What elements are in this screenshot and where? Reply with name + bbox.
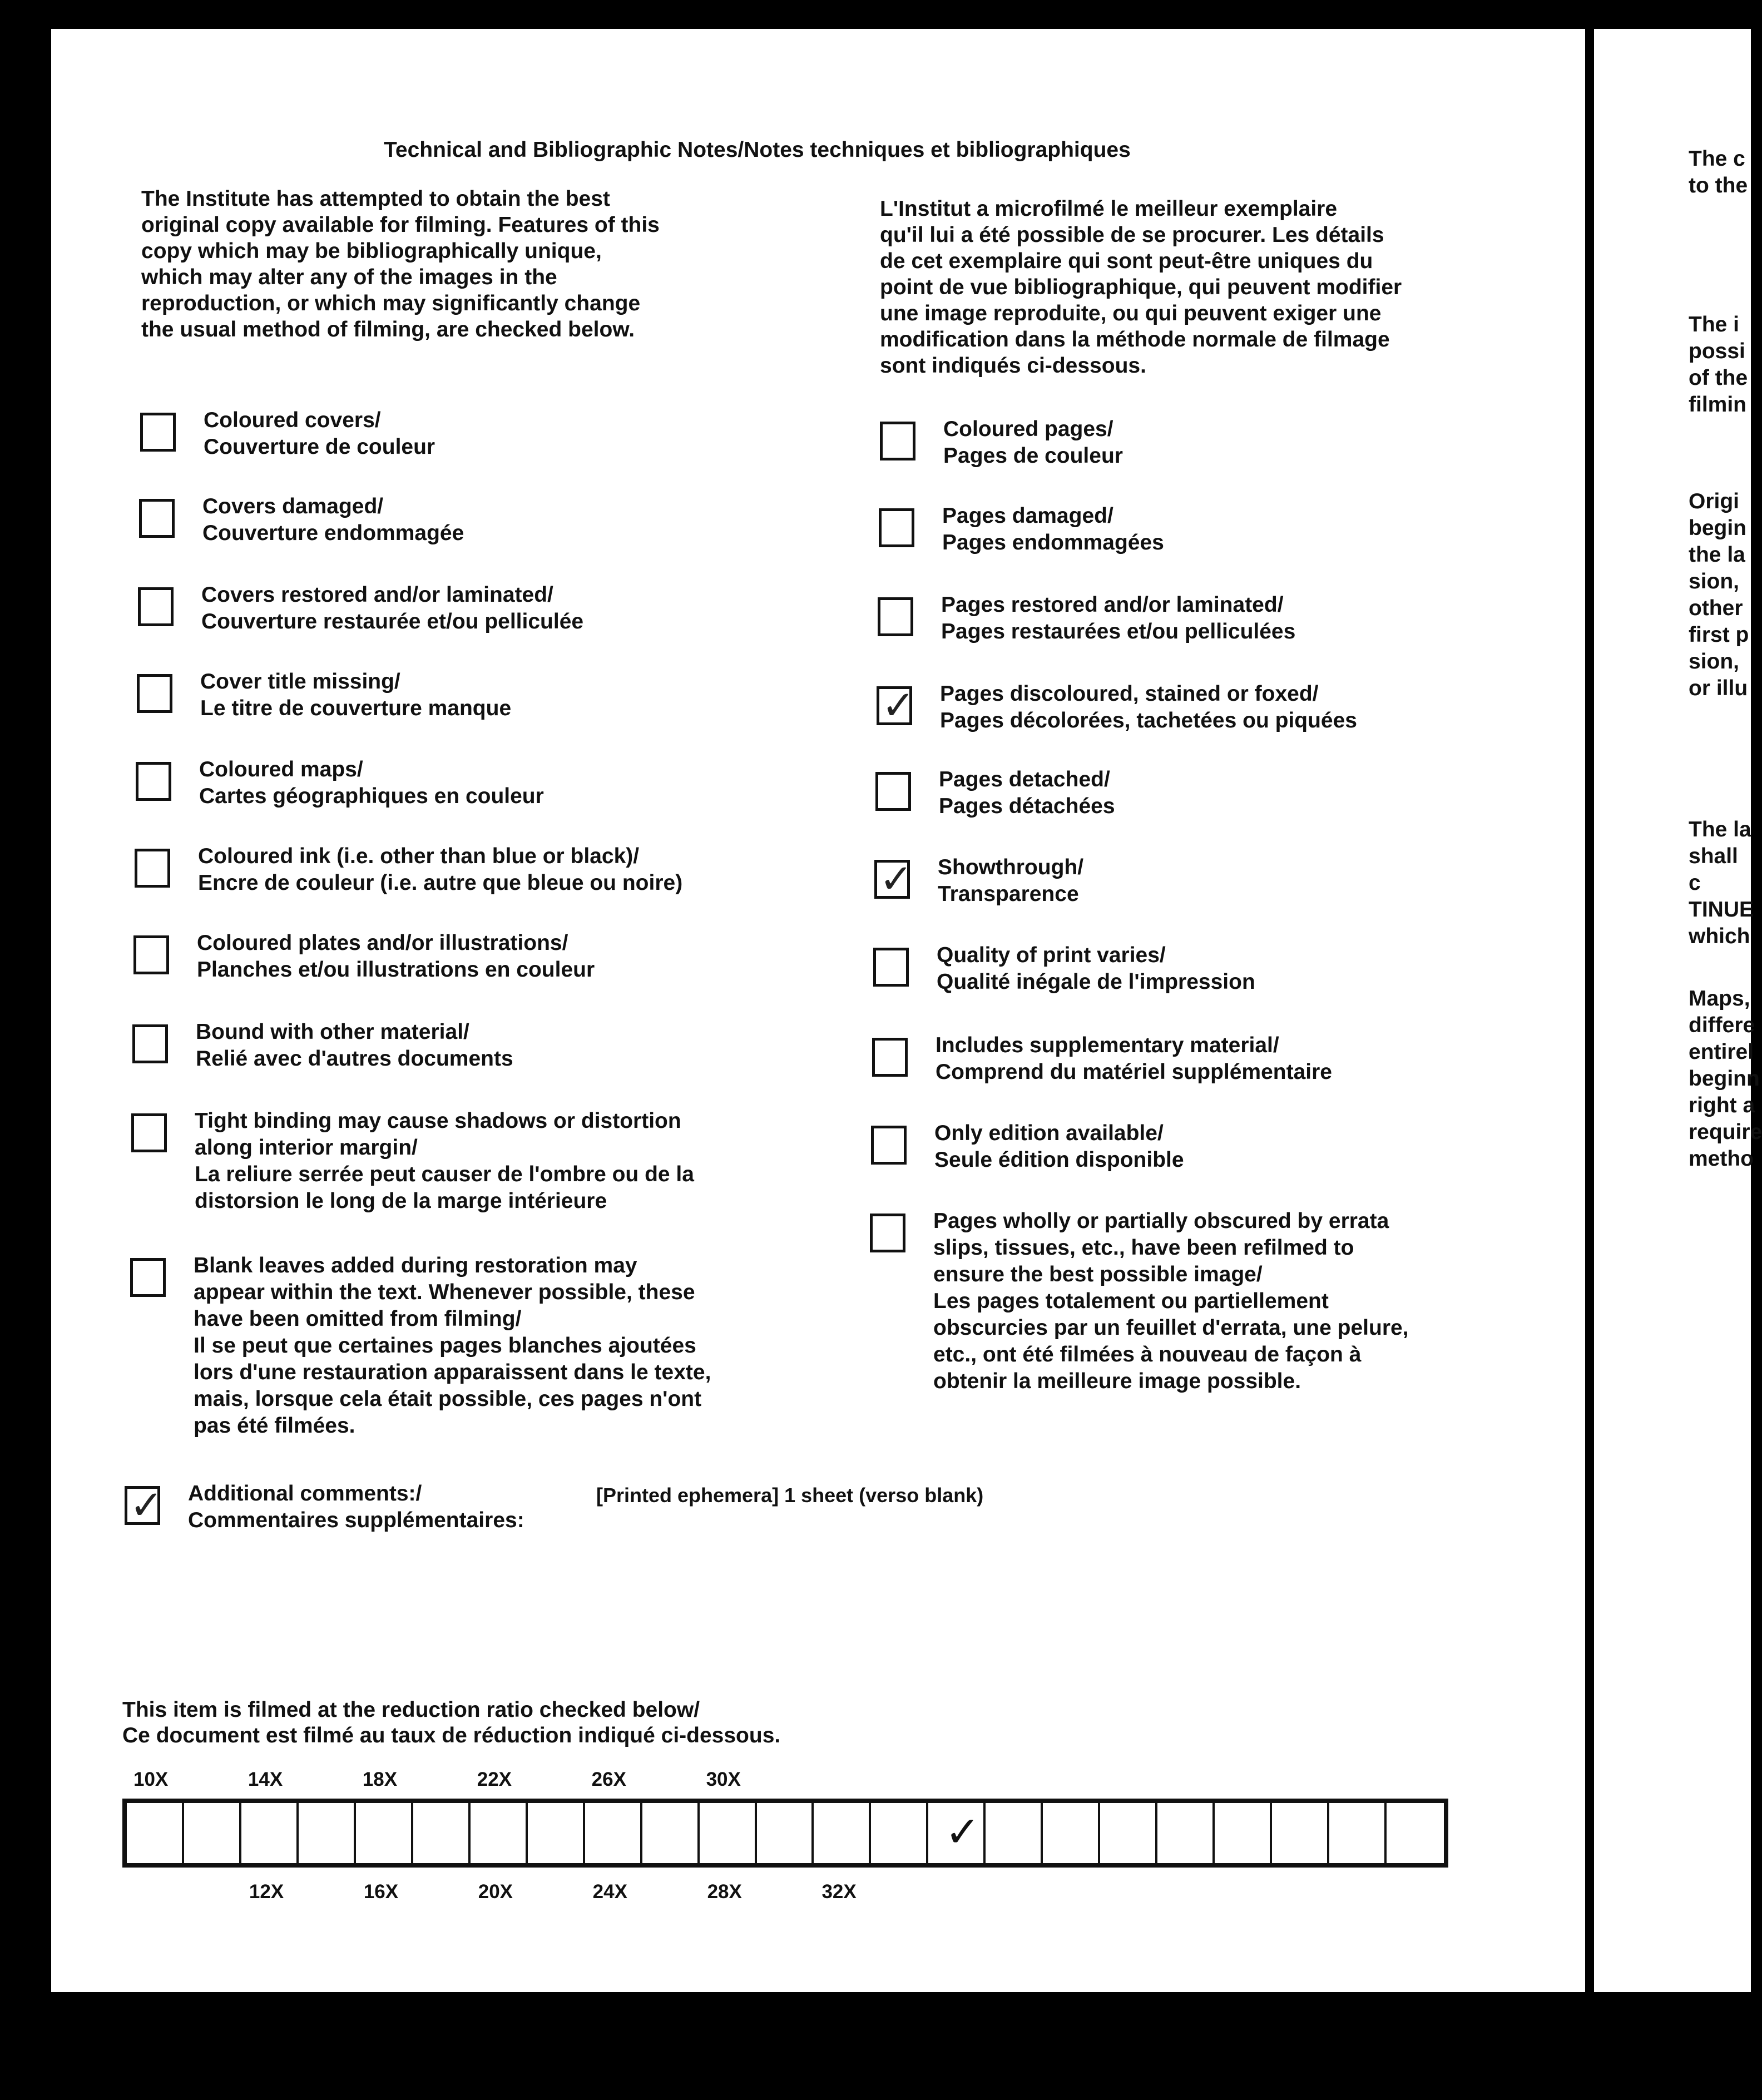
ratio-label: 18X bbox=[362, 1769, 398, 1790]
intro-english: The Institute has attempted to obtain the best original copy available for filming. Features of this copy which may be bibliographically unique, which may alter any of the images in the reproduction, or which may significantly change the usual method of filming, are checked below. bbox=[141, 187, 660, 341]
right-checklist-checkbox[interactable] bbox=[873, 948, 909, 987]
ratio-cell[interactable] bbox=[700, 1803, 757, 1863]
left-checklist-checkbox[interactable] bbox=[137, 674, 172, 713]
ratio-cell[interactable] bbox=[356, 1803, 413, 1863]
left-checklist-label: Coloured covers/ Couverture de couleur bbox=[204, 408, 435, 459]
left-checklist-checkbox[interactable] bbox=[132, 1024, 168, 1063]
reduction-note: This item is filmed at the reduction ratio checked below/ Ce document est filmé au taux de réduction indiqué ci-dessous. bbox=[122, 1698, 781, 1747]
ratio-cell[interactable] bbox=[1387, 1803, 1444, 1863]
left-checklist-label: Tight binding may cause shadows or distortion along interior margin/ La reliure serrée peut causer de l'ombre ou de la distorsion le long de la marge intérieure bbox=[195, 1109, 694, 1213]
right-checklist-label: Pages restored and/or laminated/ Pages restaurées et/ou pelliculées bbox=[941, 593, 1296, 643]
check-icon: ✓ bbox=[130, 1483, 164, 1528]
adjacent-page-paragraph: Maps, differe entirel beginn right a require metho bbox=[1689, 987, 1762, 1171]
ratio-label: 30X bbox=[706, 1769, 741, 1790]
check-icon: ✓ bbox=[882, 684, 915, 728]
ratio-cell[interactable] bbox=[585, 1803, 642, 1863]
left-checklist-label: Coloured plates and/or illustrations/ Planches et/ou illustrations en couleur bbox=[197, 931, 595, 982]
ratio-cell[interactable] bbox=[241, 1803, 299, 1863]
page-title: Technical and Bibliographic Notes/Notes techniques et bibliographiques bbox=[384, 138, 1131, 162]
right-checklist-checkbox[interactable] bbox=[877, 684, 915, 728]
left-checklist-checkbox[interactable] bbox=[139, 499, 175, 538]
right-checklist-checkbox[interactable] bbox=[879, 508, 914, 547]
adjacent-page-paragraph: Origi begin the la sion, other first p sion, or illu bbox=[1689, 489, 1749, 700]
ratio-cell[interactable] bbox=[184, 1803, 241, 1863]
check-icon: ✓ bbox=[944, 1809, 981, 1856]
ratio-cell[interactable] bbox=[299, 1803, 356, 1863]
intro-french: L'Institut a microfilmé le meilleur exemplaire qu'il lui a été possible de se procurer. Les détails de cet exemplaire qui sont peut-être uniques du point de vue bibliographique, qui peuvent modifier une image reproduite, ou qui peuvent exiger une modification dans la méthode normale de filmage sont indiqués ci-dessous. bbox=[880, 197, 1402, 378]
ratio-cell[interactable] bbox=[1329, 1803, 1387, 1863]
ratio-cell[interactable] bbox=[814, 1803, 871, 1863]
ratio-cell[interactable] bbox=[127, 1803, 184, 1863]
left-checklist-checkbox[interactable] bbox=[130, 1258, 166, 1297]
ratio-cell[interactable] bbox=[528, 1803, 585, 1863]
ratio-cell[interactable] bbox=[1272, 1803, 1329, 1863]
left-checklist-label: Coloured maps/ Cartes géographiques en couleur bbox=[199, 757, 544, 808]
left-checklist-label: Covers restored and/or laminated/ Couverture restaurée et/ou pelliculée bbox=[201, 583, 584, 633]
right-checklist-label: Only edition available/ Seule édition disponible bbox=[934, 1121, 1184, 1172]
ratio-label: 14X bbox=[248, 1769, 283, 1790]
left-checklist-label: Bound with other material/ Relié avec d'autres documents bbox=[196, 1020, 513, 1071]
ratio-label: 32X bbox=[821, 1881, 857, 1903]
ratio-cell[interactable] bbox=[757, 1803, 814, 1863]
ratio-label: 22X bbox=[477, 1769, 512, 1790]
right-checklist-label: Pages discoloured, stained or foxed/ Pages décolorées, tachetées ou piquées bbox=[940, 682, 1357, 732]
check-icon: ✓ bbox=[879, 857, 913, 902]
right-checklist-checkbox[interactable] bbox=[878, 597, 913, 636]
comments-value: [Printed ephemera] 1 sheet (verso blank) bbox=[596, 1484, 984, 1507]
right-checklist-checkbox[interactable] bbox=[875, 772, 911, 811]
ratio-cell[interactable] bbox=[1157, 1803, 1215, 1863]
ratio-cell[interactable] bbox=[1043, 1803, 1100, 1863]
ratio-cell[interactable] bbox=[471, 1803, 528, 1863]
ratio-cell[interactable] bbox=[1100, 1803, 1157, 1863]
notes-page bbox=[51, 29, 1585, 1992]
comments-checkbox[interactable] bbox=[125, 1483, 164, 1528]
left-checklist-checkbox[interactable] bbox=[138, 587, 174, 626]
right-checklist-checkbox[interactable] bbox=[870, 1214, 905, 1252]
right-checklist-label: Pages detached/ Pages détachées bbox=[939, 767, 1115, 818]
ratio-cell[interactable] bbox=[1215, 1803, 1272, 1863]
ratio-cell[interactable] bbox=[928, 1803, 986, 1863]
left-checklist-label: Cover title missing/ Le titre de couverture manque bbox=[200, 670, 512, 720]
ratio-cell[interactable] bbox=[413, 1803, 471, 1863]
right-checklist-checkbox[interactable] bbox=[880, 422, 915, 460]
left-checklist-checkbox[interactable] bbox=[133, 935, 169, 974]
adjacent-page-paragraph: The i possi of the filmin bbox=[1689, 313, 1748, 417]
right-checklist-checkbox[interactable] bbox=[871, 1126, 907, 1165]
adjacent-page-paragraph: The la shall c TINUE which bbox=[1689, 818, 1754, 948]
ratio-label: 28X bbox=[707, 1881, 742, 1903]
ratio-label: 26X bbox=[591, 1769, 626, 1790]
adjacent-page-paragraph: The c to the bbox=[1689, 147, 1748, 197]
left-checklist-checkbox[interactable] bbox=[136, 762, 171, 801]
right-checklist-label: Showthrough/ Transparence bbox=[938, 855, 1084, 906]
ratio-cell[interactable] bbox=[986, 1803, 1043, 1863]
right-checklist-label: Coloured pages/ Pages de couleur bbox=[943, 417, 1123, 468]
right-checklist-checkbox[interactable] bbox=[872, 1038, 908, 1077]
adjacent-page bbox=[1594, 29, 1762, 1992]
left-checklist-checkbox[interactable] bbox=[140, 413, 176, 452]
reduction-ratio-strip bbox=[122, 1799, 1448, 1868]
ratio-label: 16X bbox=[363, 1881, 399, 1903]
left-checklist-label: Covers damaged/ Couverture endommagée bbox=[202, 494, 464, 545]
right-checklist-label: Pages damaged/ Pages endommagées bbox=[942, 504, 1164, 554]
right-checklist-label: Quality of print varies/ Qualité inégale de l'impression bbox=[937, 943, 1255, 994]
ratio-label: 24X bbox=[592, 1881, 627, 1903]
ratio-label: 10X bbox=[133, 1769, 169, 1790]
ratio-cell[interactable] bbox=[871, 1803, 928, 1863]
comments-label: Additional comments:/ Commentaires supplémentaires: bbox=[188, 1482, 524, 1532]
left-checklist-label: Blank leaves added during restoration may appear within the text. Whenever possible, these have been omitted from filming/ Il se peut que certaines pages blanches ajoutées lors d'une restauration apparaissent dans le texte, mais, lorsque cela était possible, ces pages n'ont pas été filmées. bbox=[194, 1254, 711, 1438]
right-checklist-checkbox[interactable] bbox=[874, 857, 913, 902]
left-checklist-checkbox[interactable] bbox=[135, 849, 170, 888]
right-checklist-label: Includes supplementary material/ Comprend du matériel supplémentaire bbox=[936, 1033, 1332, 1084]
ratio-label: 12X bbox=[249, 1881, 284, 1903]
left-checklist-checkbox[interactable] bbox=[131, 1113, 167, 1152]
left-checklist-label: Coloured ink (i.e. other than blue or black)/ Encre de couleur (i.e. autre que bleue ou noire) bbox=[198, 844, 683, 895]
right-checklist-label: Pages wholly or partially obscured by errata slips, tissues, etc., have been refilmed to ensure the best possible image/ Les pages totalement ou partiellement obscurcies par un feuillet d'errata, une pelure, etc., ont été filmées à nouveau de façon à obtenir la meilleure image possible. bbox=[933, 1209, 1409, 1393]
ratio-cell[interactable] bbox=[642, 1803, 700, 1863]
ratio-label: 20X bbox=[478, 1881, 513, 1903]
